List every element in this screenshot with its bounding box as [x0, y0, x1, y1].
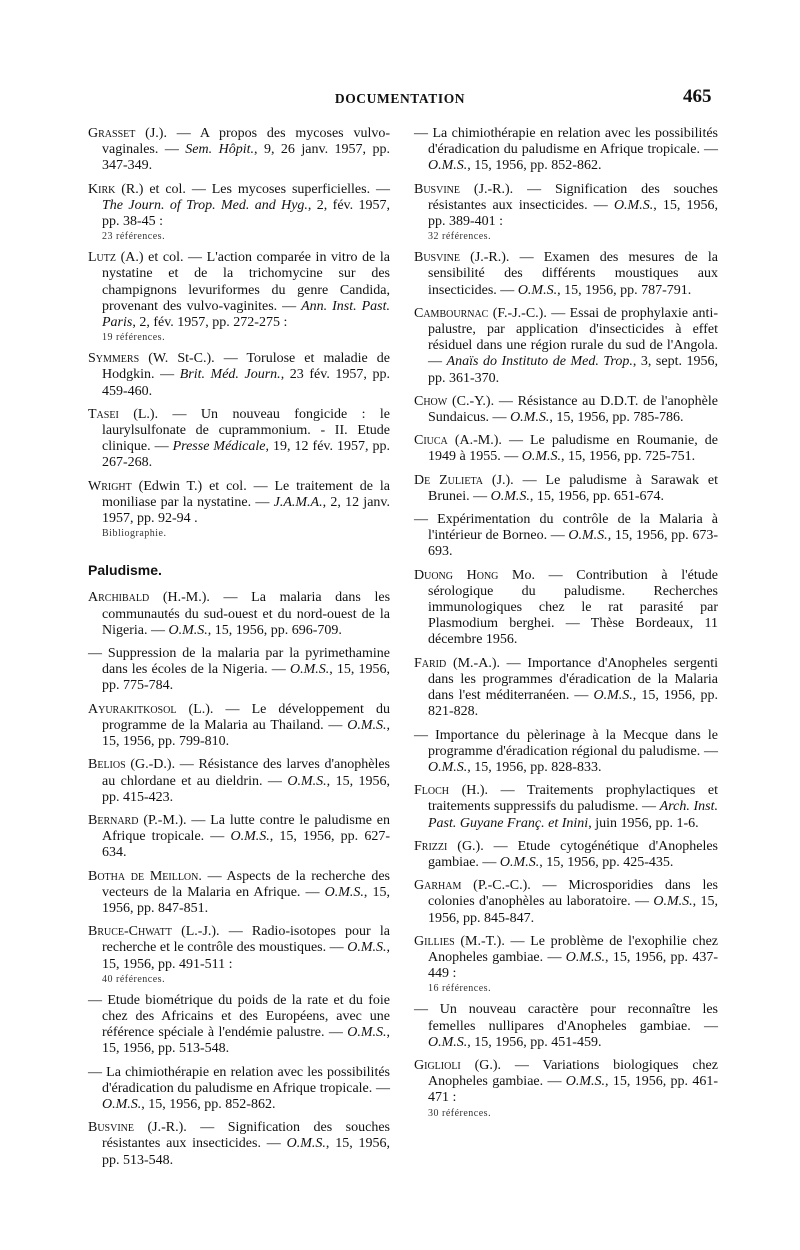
bibliography-entry	[88, 924, 390, 986]
entry-journal: O.M.S.	[324, 884, 364, 900]
entry-initials: (G.).	[474, 1057, 502, 1073]
entry-journal: O.M.S.	[510, 410, 550, 426]
entry-text: — La malaria dans les communautés du sud-ouest et du nord-ouest de la Nigeria. —	[102, 590, 391, 638]
entry-initials: (J.-R.).	[473, 181, 514, 197]
entry-note: 23 références.	[102, 231, 166, 243]
entry-citation: , 15, 1956, pp. 651-674.	[529, 488, 665, 504]
entry-citation: , 15, 1956, pp. 828-833.	[467, 759, 602, 775]
entry-citation: Thèse Bordeaux, 11 décembre 1956.	[428, 616, 718, 648]
entry-author: De Zulieta	[414, 472, 483, 488]
entry-initials: (H.-M.).	[162, 590, 210, 606]
bibliography-entry	[414, 126, 718, 175]
entry-author: Floch	[414, 783, 450, 799]
entry-journal: O.M.S.	[653, 894, 693, 910]
entry-citation: , 15, 1956, pp. 847-851.	[102, 884, 390, 916]
entry-author: Cambournac	[414, 305, 489, 321]
entry-text: — Traitements prophylactiques et traitements suppressifs du paludisme. —	[428, 783, 718, 815]
entry-journal: O.M.S.	[168, 622, 208, 638]
entry-citation: , 15, 1956, pp. 799-810.	[102, 717, 390, 750]
entry-citation: , 15, 1956, pp. 491-511 :	[102, 940, 390, 972]
entry-citation: , 15, 1956, pp. 787-791.	[557, 282, 692, 298]
bibliography-entry	[414, 182, 718, 244]
entry-citation: , 15, 1956, pp. 696-709.	[207, 622, 342, 638]
bibliography-entry	[414, 512, 718, 561]
entry-text: — Etude cytogénétique d'Anopheles gambiae. —	[428, 838, 719, 870]
entry-note: 16 références.	[428, 983, 492, 995]
entries-top	[88, 126, 390, 540]
entry-author: Giglioli	[414, 1057, 461, 1073]
left-column	[88, 126, 390, 1176]
entry-initials: (G.-D.).	[130, 757, 176, 773]
entry-citation: , 15, 1956, pp. 437-449 :	[428, 949, 718, 982]
bibliography-entry	[414, 1058, 718, 1120]
entry-note: 30 références.	[428, 1107, 492, 1119]
right-column	[414, 126, 718, 1127]
entry-initials: (P.-C.-C.).	[473, 878, 531, 894]
entry-journal: O.M.S.	[347, 717, 387, 733]
entries-right	[414, 126, 718, 1120]
entry-initials: (L.).	[133, 406, 159, 422]
bibliography-entry	[414, 839, 718, 871]
entry-text: — Résistance des larves d'anophèles au chlordane et au dieldrin. —	[102, 757, 391, 789]
bibliography-entry	[88, 757, 390, 806]
entry-text: — Variations biologiques chez Anopheles gambiae. —	[428, 1057, 718, 1090]
entry-journal: O.M.S.	[565, 1074, 606, 1090]
entry-author: Busvine	[414, 250, 461, 266]
entry-citation: , 15, 1956, pp. 852-862.	[467, 158, 602, 174]
entry-text: — Contribution à l'étude sérologique du paludisme. Recherches immunologiques chez le rat parasité par Plasmodium berghei. —	[428, 567, 718, 632]
entry-text: — La lutte contre le paludisme en Afrique tropicale. —	[102, 812, 390, 845]
entry-author: Archibald	[88, 590, 150, 606]
entry-journal: Brit. Méd. Journ.	[179, 367, 281, 383]
entry-journal: O.M.S.	[517, 282, 558, 298]
entry-initials: (R.)	[121, 181, 144, 197]
entry-citation: , 15, 1956, pp. 415-423.	[102, 773, 390, 805]
entry-text: et col. — L'action comparée in vitro de la nystatine et de la trichomycine sur des champignons levuriformes du genre Candida, provenant des vulvo-vaginites. —	[102, 250, 391, 314]
entry-journal: O.M.S.	[568, 528, 608, 544]
entry-text: — Essai de prophylaxie anti-palustre, par application d'insecticides à effet résiduel dans une région rurale du sud de l'Angola. —	[428, 305, 718, 370]
entry-author: Busvine	[88, 1120, 135, 1136]
entry-journal: O.M.S.	[428, 158, 468, 174]
entry-journal: O.M.S.	[490, 488, 530, 504]
entry-author: Grasset	[88, 126, 136, 141]
entry-author: Duong Hong	[414, 567, 499, 583]
bibliography-entry	[88, 646, 390, 695]
entry-author: Chow	[414, 393, 448, 409]
page-number: 465	[683, 86, 712, 107]
entry-citation: , 2, fév. 1957, pp. 272-275 :	[132, 315, 288, 331]
section-heading: Paludisme.	[88, 562, 162, 579]
entry-citation: , 23 fév. 1957, pp. 459-460.	[102, 367, 391, 399]
entry-text: — Le problème de l'exophilie chez Anopheles gambiae. —	[428, 933, 719, 965]
bibliography-entry	[88, 813, 390, 862]
entry-citation: , 15, 1956, pp. 725-751.	[561, 449, 696, 465]
entry-author: Farid	[414, 655, 447, 671]
entry-text: — Le paludisme à Sarawak et Brunei. —	[428, 472, 718, 504]
bibliography-entry	[414, 394, 718, 426]
entry-author: Wright	[88, 478, 132, 494]
entry-initials: (H.).	[461, 783, 489, 799]
entry-initials: (M.-T.).	[460, 933, 505, 949]
entry-author: Busvine	[414, 181, 461, 197]
entry-initials: (L.).	[188, 701, 214, 717]
entries-bottom	[88, 590, 390, 1168]
entry-citation: , 15, 1956, pp. 425-435.	[539, 854, 674, 870]
entry-citation: , 2, fév. 1957, pp. 38-45 :	[102, 197, 390, 230]
entry-note: 19 références.	[102, 332, 166, 344]
entry-text: — Microsporidies dans les colonies d'anophèles au laboratoire. —	[428, 878, 719, 910]
running-title: DOCUMENTATION	[334, 91, 466, 106]
bibliography-entry	[414, 934, 718, 996]
bibliography-entry	[414, 728, 718, 777]
bibliography-entry	[88, 351, 390, 400]
bibliography-entry	[414, 473, 718, 505]
bibliography-entry	[414, 1002, 718, 1051]
entry-text: — Le paludisme en Roumanie, de 1949 à 1955. —	[428, 433, 718, 465]
entry-citation: , 15, 1956, pp. 461-471 :	[428, 1074, 718, 1106]
entry-text: et col. — Le traitement de la moniliase par la nystatine. —	[102, 478, 391, 510]
entry-journal: O.M.S.	[428, 759, 468, 775]
entry-journal: J.A.M.A.	[273, 494, 323, 510]
entry-journal: Anaïs do Instituto de Med. Trop.	[446, 354, 633, 370]
entry-text: — La chimiothérapie en relation avec les possibilités d'éradication du paludisme en Afrique tropicale. —	[414, 126, 718, 158]
entry-citation: , 15, 1956, pp. 627-634.	[102, 829, 390, 861]
entry-text: — Suppression de la malaria par la pyrimethamine dans les écoles de la Nigeria. —	[88, 646, 390, 678]
entry-note: 40 références.	[102, 973, 166, 985]
entry-citation: , 15, 1956, pp. 513-548.	[102, 1025, 390, 1057]
entry-text: — Résistance au D.D.T. de l'anophèle Sundaicus. —	[428, 393, 718, 426]
entry-journal: Sem. Hôpit.	[185, 142, 254, 158]
entry-journal: O.M.S.	[102, 1096, 142, 1112]
bibliography-entry	[88, 407, 390, 472]
entry-text: — Importance du pèlerinage à la Mecque dans le programme d'éradication régional du paludisme. —	[414, 727, 718, 759]
entry-initials: (A.-M.).	[454, 433, 502, 449]
entry-author: Garham	[414, 878, 462, 894]
bibliography-entry	[414, 250, 718, 299]
entry-initials: (G.).	[457, 838, 484, 854]
bibliography-entry	[414, 783, 718, 832]
entry-initials: (J.-R.).	[147, 1120, 187, 1136]
entry-initials: (J.-R.).	[470, 250, 510, 266]
entry-text: — Examen des mesures de la sensibilité des différents moustiques aux insecticides. —	[428, 250, 718, 298]
entry-author: Symmers	[88, 351, 140, 367]
entry-text: — Un nouveau fongicide : le laurylsulfonate de cuprammonium. - II. Etude clinique. —	[102, 406, 390, 455]
entry-journal: O.M.S.	[499, 854, 540, 870]
entry-journal: O.M.S.	[565, 949, 606, 965]
entry-journal: O.M.S.	[287, 773, 327, 789]
entry-citation: , 19, 12 fév. 1957, pp. 267-268.	[102, 439, 391, 471]
entry-journal: O.M.S.	[230, 829, 270, 845]
entry-text: — Radio-isotopes pour la recherche et le contrôle des moustiques. —	[102, 924, 390, 956]
entry-journal: O.M.S.	[289, 662, 330, 678]
entry-text: — La chimiothérapie en relation avec les possibilités d'éradication du paludisme en Afrique tropicale. —	[88, 1064, 390, 1096]
entry-text: — Signification des souches résistantes aux insecticides. —	[102, 1120, 391, 1152]
bibliography-entry	[88, 126, 390, 175]
entry-initials: (C.-Y.).	[451, 393, 495, 409]
entry-note: Bibliographie.	[102, 528, 167, 540]
entry-citation: , 15, 1956, pp. 845-847.	[428, 894, 718, 926]
entry-initials: (W. St-C.).	[148, 351, 215, 367]
entry-citation: , 15, 1956, pp. 785-786.	[549, 410, 684, 426]
entry-journal: The Journ. of Trop. Med. and Hyg.	[102, 197, 308, 213]
entry-author: Frizzi	[414, 838, 448, 854]
entry-journal: Ann. Inst. Past. Paris	[102, 298, 390, 331]
entry-initials: (J.).	[491, 472, 514, 488]
entry-citation: , 2, 12 janv. 1957, pp. 92-94 .	[102, 494, 390, 527]
entry-journal: Presse Médicale	[172, 439, 266, 455]
entry-author: Belios	[88, 757, 126, 773]
entry-journal: O.M.S.	[521, 449, 561, 465]
entry-journal: O.M.S.	[286, 1136, 326, 1152]
bibliography-entry	[88, 182, 390, 244]
entry-author: Lutz	[88, 250, 116, 266]
entry-author: Ayurakitkosol	[88, 701, 177, 717]
entry-author: Kirk	[88, 181, 116, 197]
entry-citation: , 15, 1956, pp. 451-459.	[467, 1034, 602, 1050]
entry-text: — Torulose et maladie de Hodgkin. —	[102, 351, 390, 383]
entry-note: 32 références.	[428, 231, 492, 243]
entry-text: — Etude biométrique du poids de la rate et du foie chez des Africains et des Européens, avec une référence spéciale à l'endémie palustre. —	[88, 992, 390, 1041]
entry-author: Gillies	[414, 933, 455, 949]
entry-initials: Mo.	[512, 567, 535, 583]
entry-journal: O.M.S.	[347, 1025, 387, 1041]
bibliography-entry	[414, 568, 718, 649]
entry-text: — Le développement du programme de la Malaria au Thailand. —	[102, 701, 390, 733]
bibliography-entry	[88, 993, 390, 1058]
bibliography-entry	[88, 250, 390, 344]
entry-initials: (J.).	[145, 126, 167, 141]
entry-initials: (M.-A.).	[452, 655, 500, 671]
entry-initials: (P.-M.).	[143, 812, 187, 828]
entry-author: Bruce-Chwatt	[88, 924, 172, 940]
entry-journal: O.M.S.	[593, 688, 633, 704]
entry-journal: O.M.S.	[347, 940, 387, 956]
entry-author: Bernard	[88, 812, 139, 828]
entry-text: — A propos des mycoses vulvo-vaginales. —	[102, 126, 390, 158]
entry-citation: , 15, 1956, pp. 852-862.	[141, 1096, 276, 1112]
entry-initials: (Edwin T.)	[138, 478, 203, 494]
entry-citation: , 15, 1956, pp. 775-784.	[102, 662, 391, 694]
entry-author: Botha de Meillon.	[88, 868, 202, 884]
bibliography-entry	[88, 479, 390, 541]
entry-citation: , 15, 1956, pp. 673-693.	[428, 528, 718, 560]
entry-journal: O.M.S.	[428, 1034, 468, 1050]
entry-citation: , juin 1956, pp. 1-6.	[588, 815, 699, 831]
bibliography-entry	[414, 878, 718, 927]
entry-initials: (A.)	[120, 250, 144, 266]
bibliography-entry	[88, 1120, 390, 1169]
entry-initials: (L.-J.).	[181, 924, 220, 940]
bibliography-entry	[414, 656, 718, 721]
bibliography-entry	[88, 1065, 390, 1114]
entry-citation: , 9, 26 janv. 1957, pp. 347-349.	[102, 142, 390, 174]
bibliography-entry	[414, 433, 718, 465]
entry-text: et col. — Les mycoses superficielles. —	[143, 181, 390, 197]
entry-text: — Expérimentation du contrôle de la Malaria à l'intérieur de Borneo. —	[414, 512, 718, 544]
entry-citation: , 15, 1956, pp. 513-548.	[102, 1136, 390, 1168]
entry-author: Tasei	[88, 406, 119, 422]
bibliography-entry	[88, 702, 390, 751]
bibliography-entry	[88, 590, 390, 639]
entry-initials: (F.-J.-C.).	[492, 305, 547, 321]
entry-text: — Aspects de la recherche des vecteurs de la Malaria en Afrique. —	[102, 868, 390, 900]
entry-text: — Un nouveau caractère pour reconnaître les femelles nullipares d'Anopheles gambiae. —	[414, 1002, 718, 1034]
entry-citation: , 3, sept. 1956, pp. 361-370.	[428, 354, 719, 386]
entry-journal: Arch. Inst. Past. Guyane Franç. et Inini	[428, 799, 718, 831]
entry-citation: , 15, 1956, pp. 389-401 :	[428, 197, 719, 230]
bibliography-entry	[414, 306, 718, 387]
entry-journal: O.M.S.	[613, 197, 654, 213]
entry-author: Ciuca	[414, 433, 448, 449]
bibliography-entry	[88, 869, 390, 918]
entry-text: — Signification des souches résistantes aux insecticides. —	[428, 181, 719, 213]
entry-citation: , 15, 1956, pp. 821-828.	[428, 688, 718, 720]
entry-text: — Importance d'Anopheles sergenti dans les programmes d'éradication de la Malaria dans l'est méditerranéen. —	[428, 655, 718, 704]
